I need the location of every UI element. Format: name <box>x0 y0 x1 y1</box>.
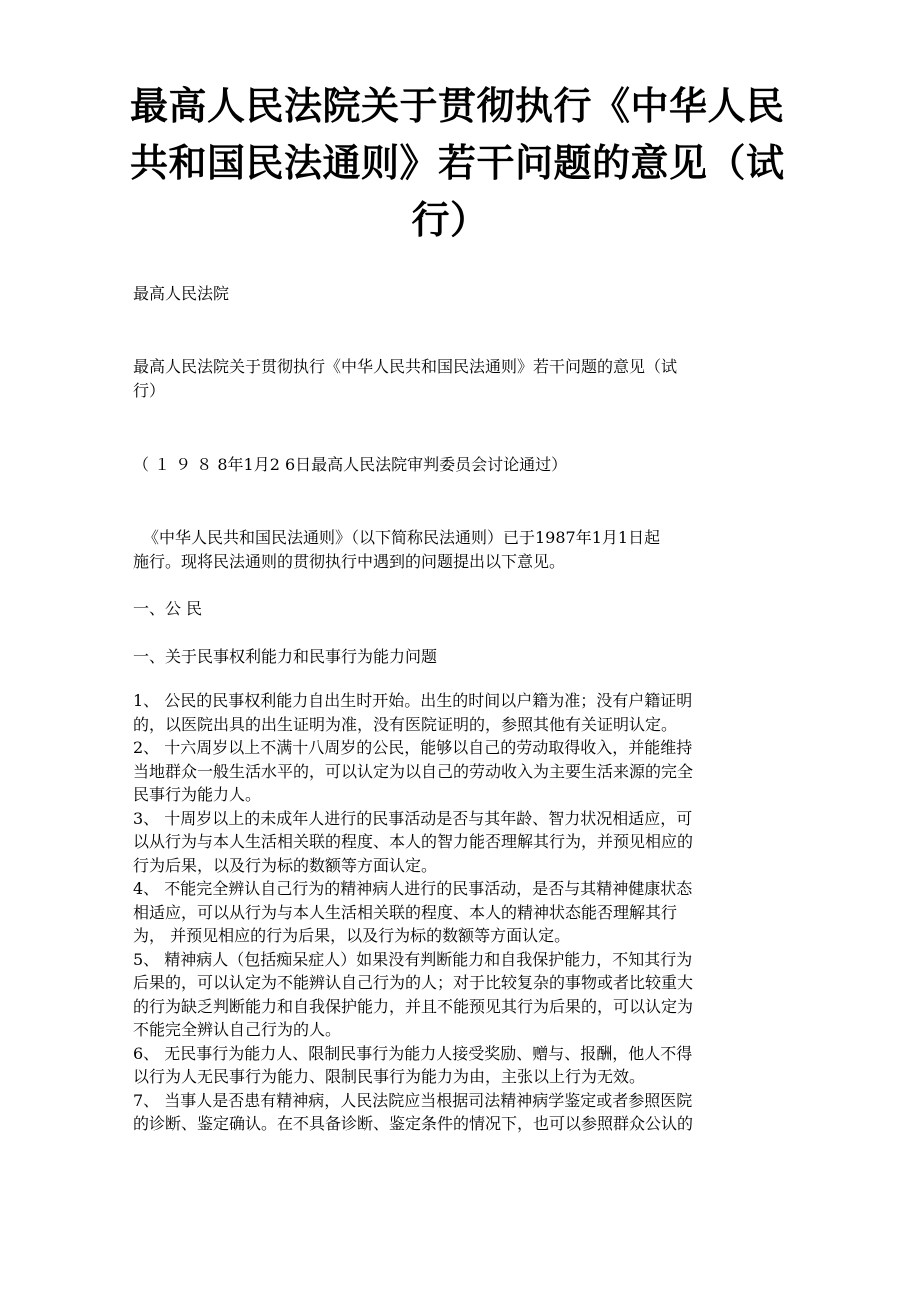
article-line: 5、 精神病人（包括痴呆症人）如果没有判断能力和自我保护能力，不知其行为 <box>133 949 693 969</box>
article-line: 后果的，可以认定为不能辨认自己行为的人；对于比较复杂的事物或者比较重大 <box>133 973 694 992</box>
subtitle-line: 最高人民法院关于贯彻执行《中华人民共和国民法通则》若干问题的意见（试 <box>133 357 678 376</box>
article-line: 相适应，可以从行为与本人生活相关联的程度、本人的精神状态能否理解其行 <box>133 902 678 922</box>
article-6 <box>133 1042 693 1089</box>
article-4 <box>133 877 693 948</box>
preamble-line: 施行。现将民法通则的贯彻执行中遇到的问题提出以下意见。 <box>133 551 566 571</box>
part-heading: 一、公 民 <box>133 599 203 618</box>
article-line: 的诊断、鉴定确认。在不具备诊断、鉴定条件的情况下，也可以参照群众公认的 <box>133 1114 694 1133</box>
section-heading: 一、关于民事权利能力和民事行为能力问题 <box>133 647 438 666</box>
title-line: 最高人民法院关于贯彻执行《中华人民 <box>130 84 785 128</box>
article-line: 6、 无民事行为能力人、限制民事行为能力人接受奖励、赠与、报酬，他人不得 <box>133 1043 693 1063</box>
article-5 <box>133 948 693 1042</box>
article-1 <box>133 689 693 736</box>
article-line: 以从行为与本人生活相关联的程度、本人的智力能否理解其行为，并预见相应的 <box>133 832 694 851</box>
article-line: 7、 当事人是否患有精神病，人民法院应当根据司法精神病学鉴定或者参照医院 <box>133 1090 693 1110</box>
article-line: 的行为缺乏判断能力和自我保护能力，并且不能预见其行为后果的，可以认定为 <box>133 996 694 1016</box>
article-line: 2、 十六周岁以上不满十八周岁的公民，能够以自己的劳动取得收入，并能维持 <box>133 738 693 757</box>
document-title <box>130 78 785 249</box>
article-line: 行为后果，以及行为标的数额等方面认定。 <box>133 855 438 875</box>
preamble <box>133 526 660 573</box>
article-line: 民事行为能力人。 <box>133 785 262 804</box>
title-line: 行） <box>411 198 489 242</box>
title-line: 共和国民法通则》若干问题的意见（试 <box>130 141 785 185</box>
preamble-line: 《中华人民共和国民法通则》（以下简称民法通则）已于1987年1月1日起 <box>143 528 661 547</box>
article-line: 3、 十周岁以上的未成年人进行的民事活动是否与其年龄、智力状况相适应，可 <box>133 808 693 828</box>
article-line: 1、 公民的民事权利能力自出生时开始。出生的时间以户籍为准；没有户籍证明 <box>133 691 693 710</box>
article-line: 的，以医院出具的出生证明为准，没有医院证明的，参照其他有关证明认定。 <box>133 714 678 734</box>
article-line: 以行为人无民事行为能力、限制民事行为能力为由，主张以上行为无效。 <box>133 1067 646 1086</box>
subtitle <box>133 355 677 402</box>
article-line: 当地群众一般生活水平的，可以认定为以自己的劳动收入为主要生活来源的完全 <box>133 761 694 781</box>
article-2 <box>133 736 693 807</box>
issuer: 最高人民法院 <box>133 284 230 303</box>
article-line: 4、 不能完全辨认自己行为的精神病人进行的民事活动，是否与其精神健康状态 <box>133 879 693 898</box>
article-3 <box>133 807 693 878</box>
article-7 <box>133 1089 693 1136</box>
articles-list <box>133 689 693 1136</box>
article-line: 为， 并预见相应的行为后果，以及行为标的数额等方面认定。 <box>133 926 571 945</box>
adoption-note: （ １ ９ ８ 8年1月2 6日最高人民法院审判委员会讨论通过） <box>133 455 568 474</box>
subtitle-line: 行） <box>133 380 166 400</box>
article-line: 不能完全辨认自己行为的人。 <box>133 1020 342 1039</box>
